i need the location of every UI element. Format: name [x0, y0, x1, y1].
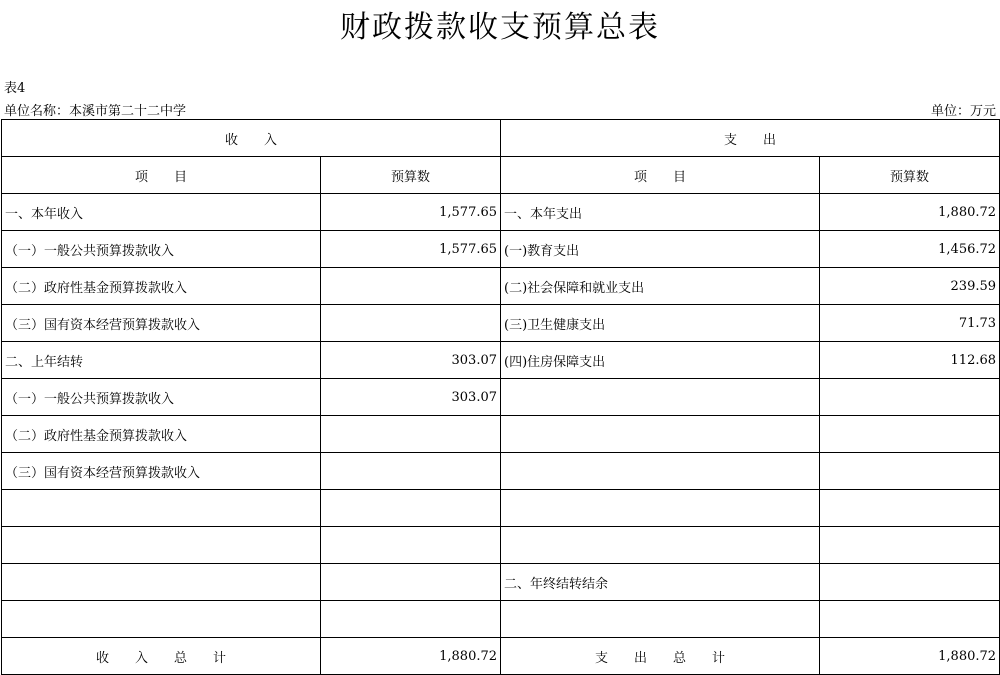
expense-header: 支 出	[501, 120, 1000, 157]
expense-value-cell: 71.73	[820, 305, 1000, 342]
expense-item-cell	[501, 453, 820, 490]
expense-item-cell: (三)卫生健康支出	[501, 305, 820, 342]
expense-value-cell	[820, 527, 1000, 564]
expense-total-label: 支 出 总 计	[501, 638, 820, 675]
income-item-cell	[2, 601, 321, 638]
expense-item-cell: (四)住房保障支出	[501, 342, 820, 379]
income-value-cell: 1,577.65	[321, 194, 501, 231]
currency-unit: 单位：万元	[930, 104, 996, 119]
income-value-cell	[321, 564, 501, 601]
income-item-cell: （二）政府性基金预算拨款收入	[2, 416, 321, 453]
section-header-row	[2, 120, 1000, 157]
income-item-cell	[2, 527, 321, 564]
expense-value-cell	[820, 564, 1000, 601]
table-row	[2, 268, 1000, 305]
expense-item-cell	[501, 527, 820, 564]
expense-item-cell	[501, 490, 820, 527]
expense-item-cell: (二)社会保障和就业支出	[501, 268, 820, 305]
table-row	[2, 379, 1000, 416]
table-row	[2, 194, 1000, 231]
expense-value-cell	[820, 416, 1000, 453]
table-row	[2, 527, 1000, 564]
expense-item-cell	[501, 379, 820, 416]
unit-name: 单位名称：本溪市第二十二中学	[4, 104, 187, 119]
income-item-cell: （一）一般公共预算拨款收入	[2, 231, 321, 268]
income-item-cell: （一）一般公共预算拨款收入	[2, 379, 321, 416]
income-item-cell: 二、上年结转	[2, 342, 321, 379]
income-value-cell	[321, 490, 501, 527]
income-total-value: 1,880.72	[321, 638, 501, 675]
budget-table	[1, 119, 1000, 675]
income-item-cell: （三）国有资本经营预算拨款收入	[2, 453, 321, 490]
expense-total-value: 1,880.72	[820, 638, 1000, 675]
expense-item-cell: 一、本年支出	[501, 194, 820, 231]
income-item-header: 项 目	[2, 157, 321, 194]
income-value-cell: 303.07	[321, 379, 501, 416]
totals-row	[2, 638, 1000, 675]
table-row	[2, 342, 1000, 379]
column-header-row	[2, 157, 1000, 194]
income-value-cell	[321, 601, 501, 638]
expense-budget-header: 预算数	[820, 157, 1000, 194]
income-value-cell	[321, 305, 501, 342]
expense-value-cell	[820, 490, 1000, 527]
expense-value-cell: 239.59	[820, 268, 1000, 305]
table-row	[2, 305, 1000, 342]
income-header: 收 入	[2, 120, 501, 157]
income-value-cell: 303.07	[321, 342, 501, 379]
page-title: 财政拨款收支预算总表	[340, 10, 660, 45]
income-total-label: 收 入 总 计	[2, 638, 321, 675]
income-value-cell	[321, 453, 501, 490]
income-item-cell	[2, 490, 321, 527]
expense-value-cell: 1,880.72	[820, 194, 1000, 231]
income-budget-header: 预算数	[321, 157, 501, 194]
expense-value-cell: 1,456.72	[820, 231, 1000, 268]
income-item-cell: （三）国有资本经营预算拨款收入	[2, 305, 321, 342]
table-row	[2, 453, 1000, 490]
income-value-cell	[321, 416, 501, 453]
expense-item-cell: 二、年终结转结余	[501, 564, 820, 601]
table-row	[2, 564, 1000, 601]
expense-item-cell	[501, 416, 820, 453]
expense-value-cell	[820, 379, 1000, 416]
income-value-cell: 1,577.65	[321, 231, 501, 268]
income-value-cell	[321, 527, 501, 564]
expense-item-cell	[501, 601, 820, 638]
expense-item-cell: (一)教育支出	[501, 231, 820, 268]
table-row	[2, 490, 1000, 527]
expense-value-cell	[820, 453, 1000, 490]
table-row	[2, 416, 1000, 453]
income-item-cell: 一、本年收入	[2, 194, 321, 231]
table-number: 表4	[4, 81, 26, 96]
income-item-cell	[2, 564, 321, 601]
income-item-cell: （二）政府性基金预算拨款收入	[2, 268, 321, 305]
expense-value-cell	[820, 601, 1000, 638]
expense-value-cell: 112.68	[820, 342, 1000, 379]
expense-item-header: 项 目	[501, 157, 820, 194]
table-row	[2, 601, 1000, 638]
table-row	[2, 231, 1000, 268]
income-value-cell	[321, 268, 501, 305]
